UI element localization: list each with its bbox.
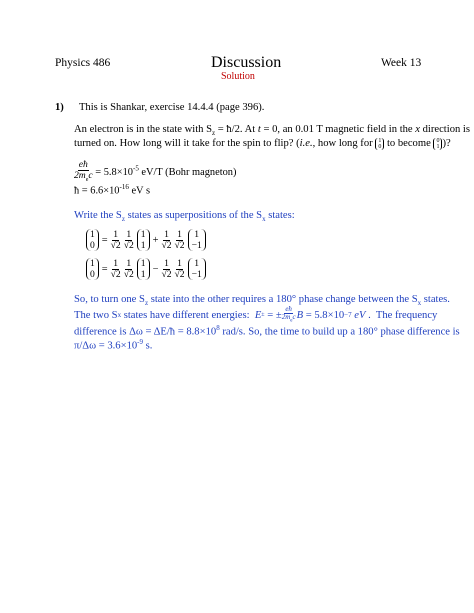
eq2-coef-d: $\frac{1}{√2}$: [174, 257, 185, 280]
magneton-value: = 5.8×10: [95, 166, 133, 178]
magneton-unit: eV/T (Bohr magneton): [138, 166, 237, 178]
hbar-value: ħ = 6.6×10: [74, 185, 120, 197]
energy-fraction: $\frac{eħ}{2m_ec}$: [281, 305, 296, 324]
energy-equation: E ± = ± $\frac{eħ}{2m_ec}$ B = 5.8×10 −7 eV: [254, 305, 366, 324]
problem-intro: [55, 100, 264, 115]
statement-sub: z: [212, 129, 216, 138]
statement-text: , how long for: [312, 138, 376, 149]
eq2-coef-a: $\frac{1}{√2}$: [110, 257, 121, 280]
statement-text: = 0, an 0.01 T magnetic field in the: [260, 124, 416, 135]
superposition-heading: Write the $S_z$ states as superpositions of the $S_x$ states:: [74, 210, 295, 224]
vector-to: 0 1: [433, 138, 442, 150]
eq1-sx-plus-vector: 1 1: [137, 229, 150, 251]
statement-var-t: t: [257, 124, 261, 135]
eq2-sx-plus-vector: 1 1: [137, 258, 150, 280]
statement-text: )?: [442, 138, 451, 149]
problem-intro-text: This is Shankar, exercise 14.4.4 (page 396).: [78, 102, 265, 113]
statement-text: direction is: [419, 124, 470, 135]
magneton-fraction: $\frac{eħ}{2m_ec}$: [74, 159, 93, 183]
eq1-coef-c: $\frac{1}{√2}$: [161, 228, 172, 251]
eq2-coef-b: $\frac{1}{√2}$: [123, 257, 134, 280]
problem-statement-line2: [74, 136, 451, 151]
eq1-operator: +: [152, 234, 159, 246]
statement-text: turned on. How long will it take for the spin to flip? (: [74, 138, 300, 149]
eq1-coef-d: $\frac{1}{√2}$: [174, 228, 185, 251]
week-label: Week 13: [381, 57, 422, 69]
vector-from: 1 0: [375, 138, 384, 150]
course-label: Physics 486: [55, 57, 111, 69]
page-title: Discussion: [211, 54, 282, 71]
superposition-equation-plus: 1 0 = $\frac{1}{√2}$ $\frac{1}{√2}$ 1 1 + $\frac{1}{√2}$ $\frac{1}{√2}$ 1 −1: [86, 229, 206, 251]
solution-line1: So, to turn one $S_z$ state into the other requires a 180° phase change between the $S_x$ states.: [74, 294, 450, 308]
page-subtitle: Solution: [221, 71, 255, 82]
eq1-coef-a: $\frac{1}{√2}$: [110, 228, 121, 251]
eq2-coef-c: $\frac{1}{√2}$: [161, 257, 172, 280]
statement-ie: i.e.: [299, 138, 313, 149]
eq2-sx-minus-vector: 1 −1: [188, 258, 206, 280]
solution-line4: $\pi/\Delta\omega = 3.6\times 10^{-9}$ s.: [74, 338, 153, 352]
eq2-operator: −: [152, 263, 159, 275]
eq1-sx-minus-vector: 1 −1: [188, 229, 206, 251]
eq1-lhs-vector: 1 0: [86, 229, 99, 251]
bohr-magneton-equation: [74, 160, 236, 185]
problem-number: 1): [55, 102, 64, 113]
solution-line3: difference is Δω = ΔE/ħ = $8.8\times 10^8$ rad/s. So, the time to build up a 180° phase difference is: [74, 324, 460, 338]
hbar-unit: eV s: [128, 185, 151, 197]
eq2-lhs-vector: 1 0: [86, 258, 99, 280]
hbar-equation: [74, 183, 150, 196]
eq1-coef-b: $\frac{1}{√2}$: [123, 228, 134, 251]
superposition-equation-minus: 1 0 = $\frac{1}{√2}$ $\frac{1}{√2}$ 1 1 − $\frac{1}{√2}$ $\frac{1}{√2}$ 1 −1: [86, 258, 206, 280]
hbar-exp: -16: [119, 183, 129, 191]
statement-text: = ħ/2. At: [215, 124, 258, 135]
solution-line2: The two S x states have different energies: E ± = ± $\frac{eħ}{2m_ec}$ B = 5.8×10 −7 eV . The frequency: [74, 305, 438, 324]
magneton-exp: -5: [132, 164, 139, 173]
statement-var-x: x: [415, 124, 420, 135]
statement-text: An electron is in the state with S: [74, 124, 212, 135]
statement-text: to become: [384, 138, 434, 149]
